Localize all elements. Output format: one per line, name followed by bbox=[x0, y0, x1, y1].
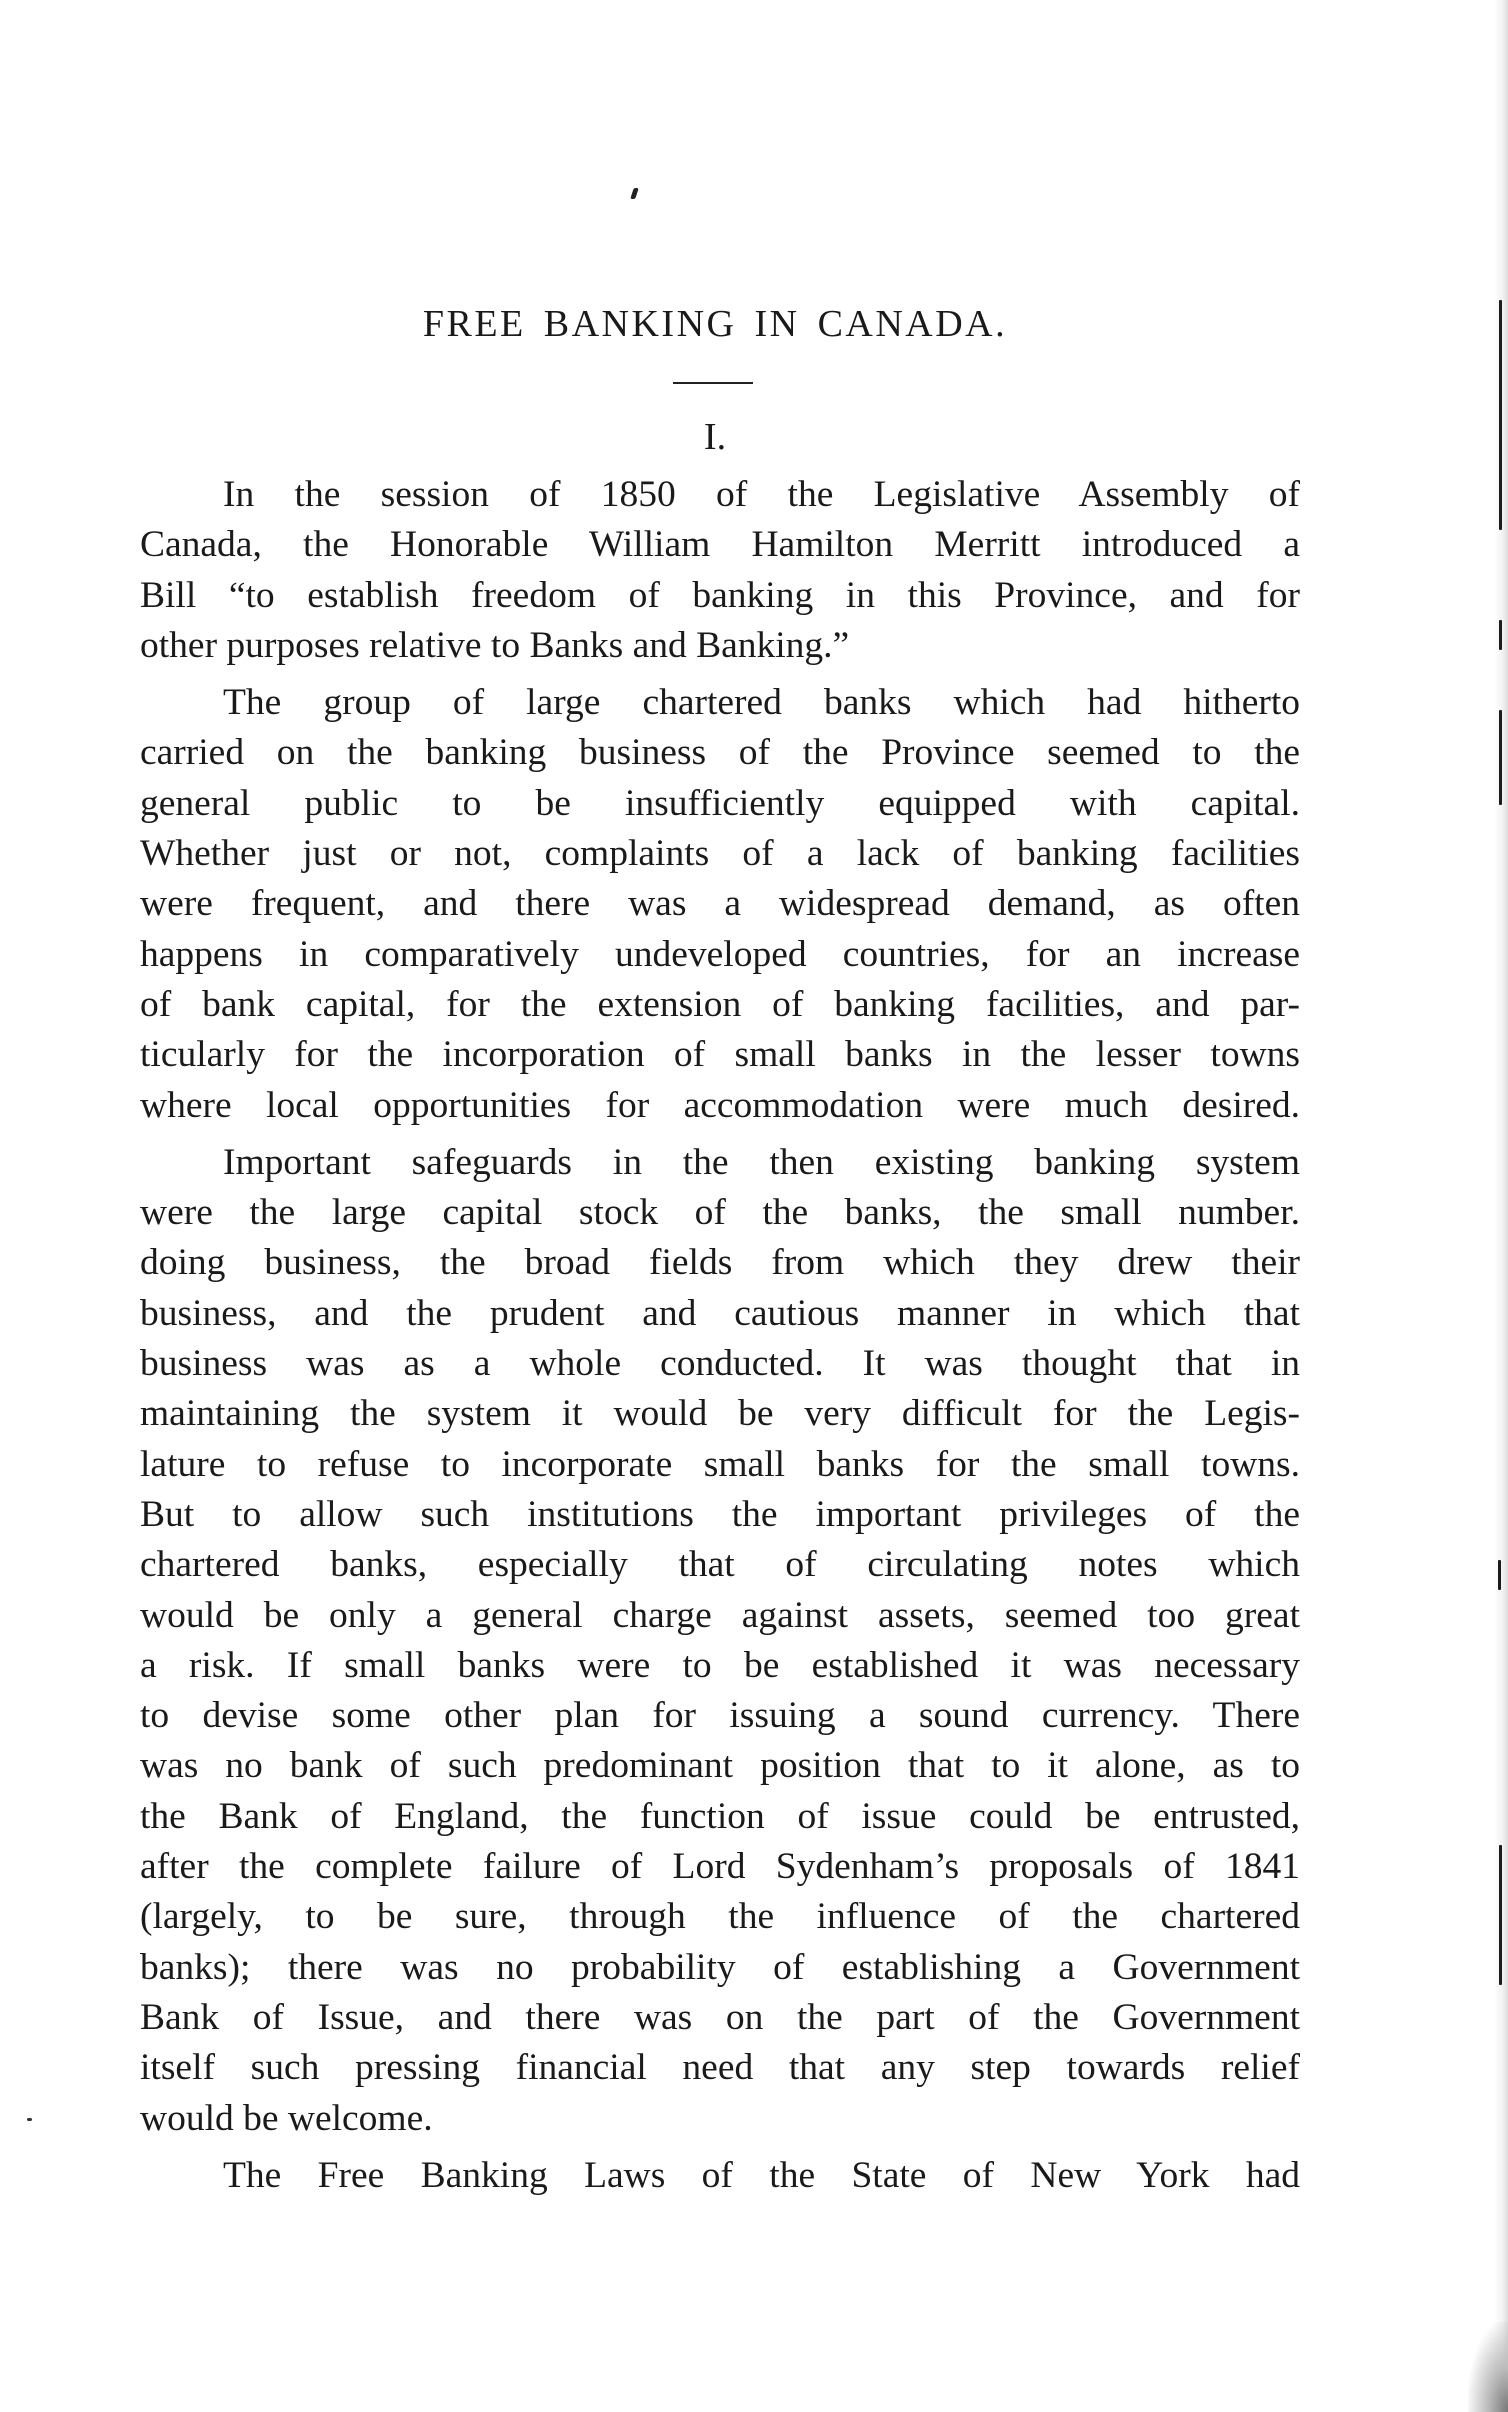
scan-edge-line bbox=[1499, 710, 1502, 805]
ink-speck bbox=[630, 188, 639, 199]
text-line: the Bank of England, the function of issue could be entrusted, bbox=[140, 1795, 1300, 1837]
paragraph-3 bbox=[140, 1138, 1300, 2144]
body-text bbox=[140, 470, 1300, 2208]
text-line: of bank capital, for the extension of banking facilities, and par- bbox=[140, 983, 1300, 1025]
text-line: maintaining the system it would be very difficult for the Legis- bbox=[140, 1393, 1300, 1435]
text-line: happens in comparatively undeveloped countries, for an increase bbox=[140, 933, 1300, 975]
text-line: business, and the prudent and cautious manner in which that bbox=[140, 1292, 1300, 1334]
text-line: general public to be insufficiently equipped with capital. bbox=[140, 782, 1300, 824]
scan-edge-line bbox=[1498, 1560, 1501, 1590]
text-line: banks); there was no probability of establishing a Government bbox=[140, 1946, 1300, 1988]
text-line: Bill “to establish freedom of banking in this Province, and for bbox=[140, 574, 1300, 616]
text-line: lature to refuse to incorporate small banks for the small towns. bbox=[140, 1443, 1300, 1485]
scan-edge-line bbox=[1499, 300, 1502, 530]
text-line: In the session of 1850 of the Legislative Assembly of bbox=[223, 474, 1300, 515]
text-line: a risk. If small banks were to be established it was necessary bbox=[140, 1644, 1300, 1686]
text-line: business was as a whole conducted. It was thought that in bbox=[140, 1343, 1300, 1385]
text-line: was no bank of such predominant position that to it alone, as to bbox=[140, 1745, 1300, 1787]
text-line: Whether just or not, complaints of a lack of banking facilities bbox=[140, 833, 1300, 875]
text-line: The Free Banking Laws of the State of New York had bbox=[223, 2154, 1300, 2196]
text-line: would be only a general charge against assets, seemed too great bbox=[140, 1594, 1300, 1636]
text-line: (largely, to be sure, through the influence of the chartered bbox=[140, 1896, 1300, 1938]
text-line: would be welcome. bbox=[140, 2097, 433, 2139]
text-line: other purposes relative to Banks and Banking.” bbox=[140, 624, 850, 666]
text-line: Bank of Issue, and there was on the part of the Government bbox=[140, 1996, 1300, 2038]
text-line: after the complete failure of Lord Sydenham’s proposals of 1841 bbox=[140, 1846, 1300, 1888]
text-line: chartered banks, especially that of circulating notes which bbox=[140, 1544, 1300, 1586]
text-line: Canada, the Honorable William Hamilton Merritt introduced a bbox=[140, 524, 1300, 566]
text-line: where local opportunities for accommodation were much desired. bbox=[140, 1084, 1300, 1126]
text-line: But to allow such institutions the important privileges of the bbox=[140, 1493, 1300, 1535]
text-line: doing business, the broad fields from which they drew their bbox=[140, 1242, 1300, 1284]
text-line: ticularly for the incorporation of small banks in the lesser towns bbox=[140, 1034, 1300, 1076]
title-rule bbox=[673, 382, 753, 384]
scan-edge-line bbox=[1499, 620, 1502, 650]
page-title: FREE BANKING IN CANADA. bbox=[422, 303, 1008, 345]
section-number: I. bbox=[703, 416, 727, 458]
text-line: to devise some other plan for issuing a sound currency. There bbox=[140, 1695, 1300, 1737]
paragraph-4 bbox=[140, 2151, 1300, 2201]
text-line: carried on the banking business of the Province seemed to the bbox=[140, 732, 1300, 774]
scan-corner-shadow bbox=[1468, 2322, 1508, 2412]
ink-speck bbox=[27, 2118, 32, 2121]
scan-edge-line bbox=[1499, 1845, 1502, 1985]
text-line: itself such pressing financial need that any step towards relief bbox=[140, 2047, 1300, 2089]
text-line: were the large capital stock of the banks, the small number. bbox=[140, 1192, 1300, 1234]
text-line: Important safeguards in the then existing banking system bbox=[223, 1141, 1300, 1183]
paragraph-1 bbox=[140, 470, 1300, 671]
paragraph-2 bbox=[140, 678, 1300, 1131]
text-line: The group of large chartered banks which had hitherto bbox=[223, 682, 1300, 724]
text-line: were frequent, and there was a widespread demand, as often bbox=[140, 883, 1300, 925]
